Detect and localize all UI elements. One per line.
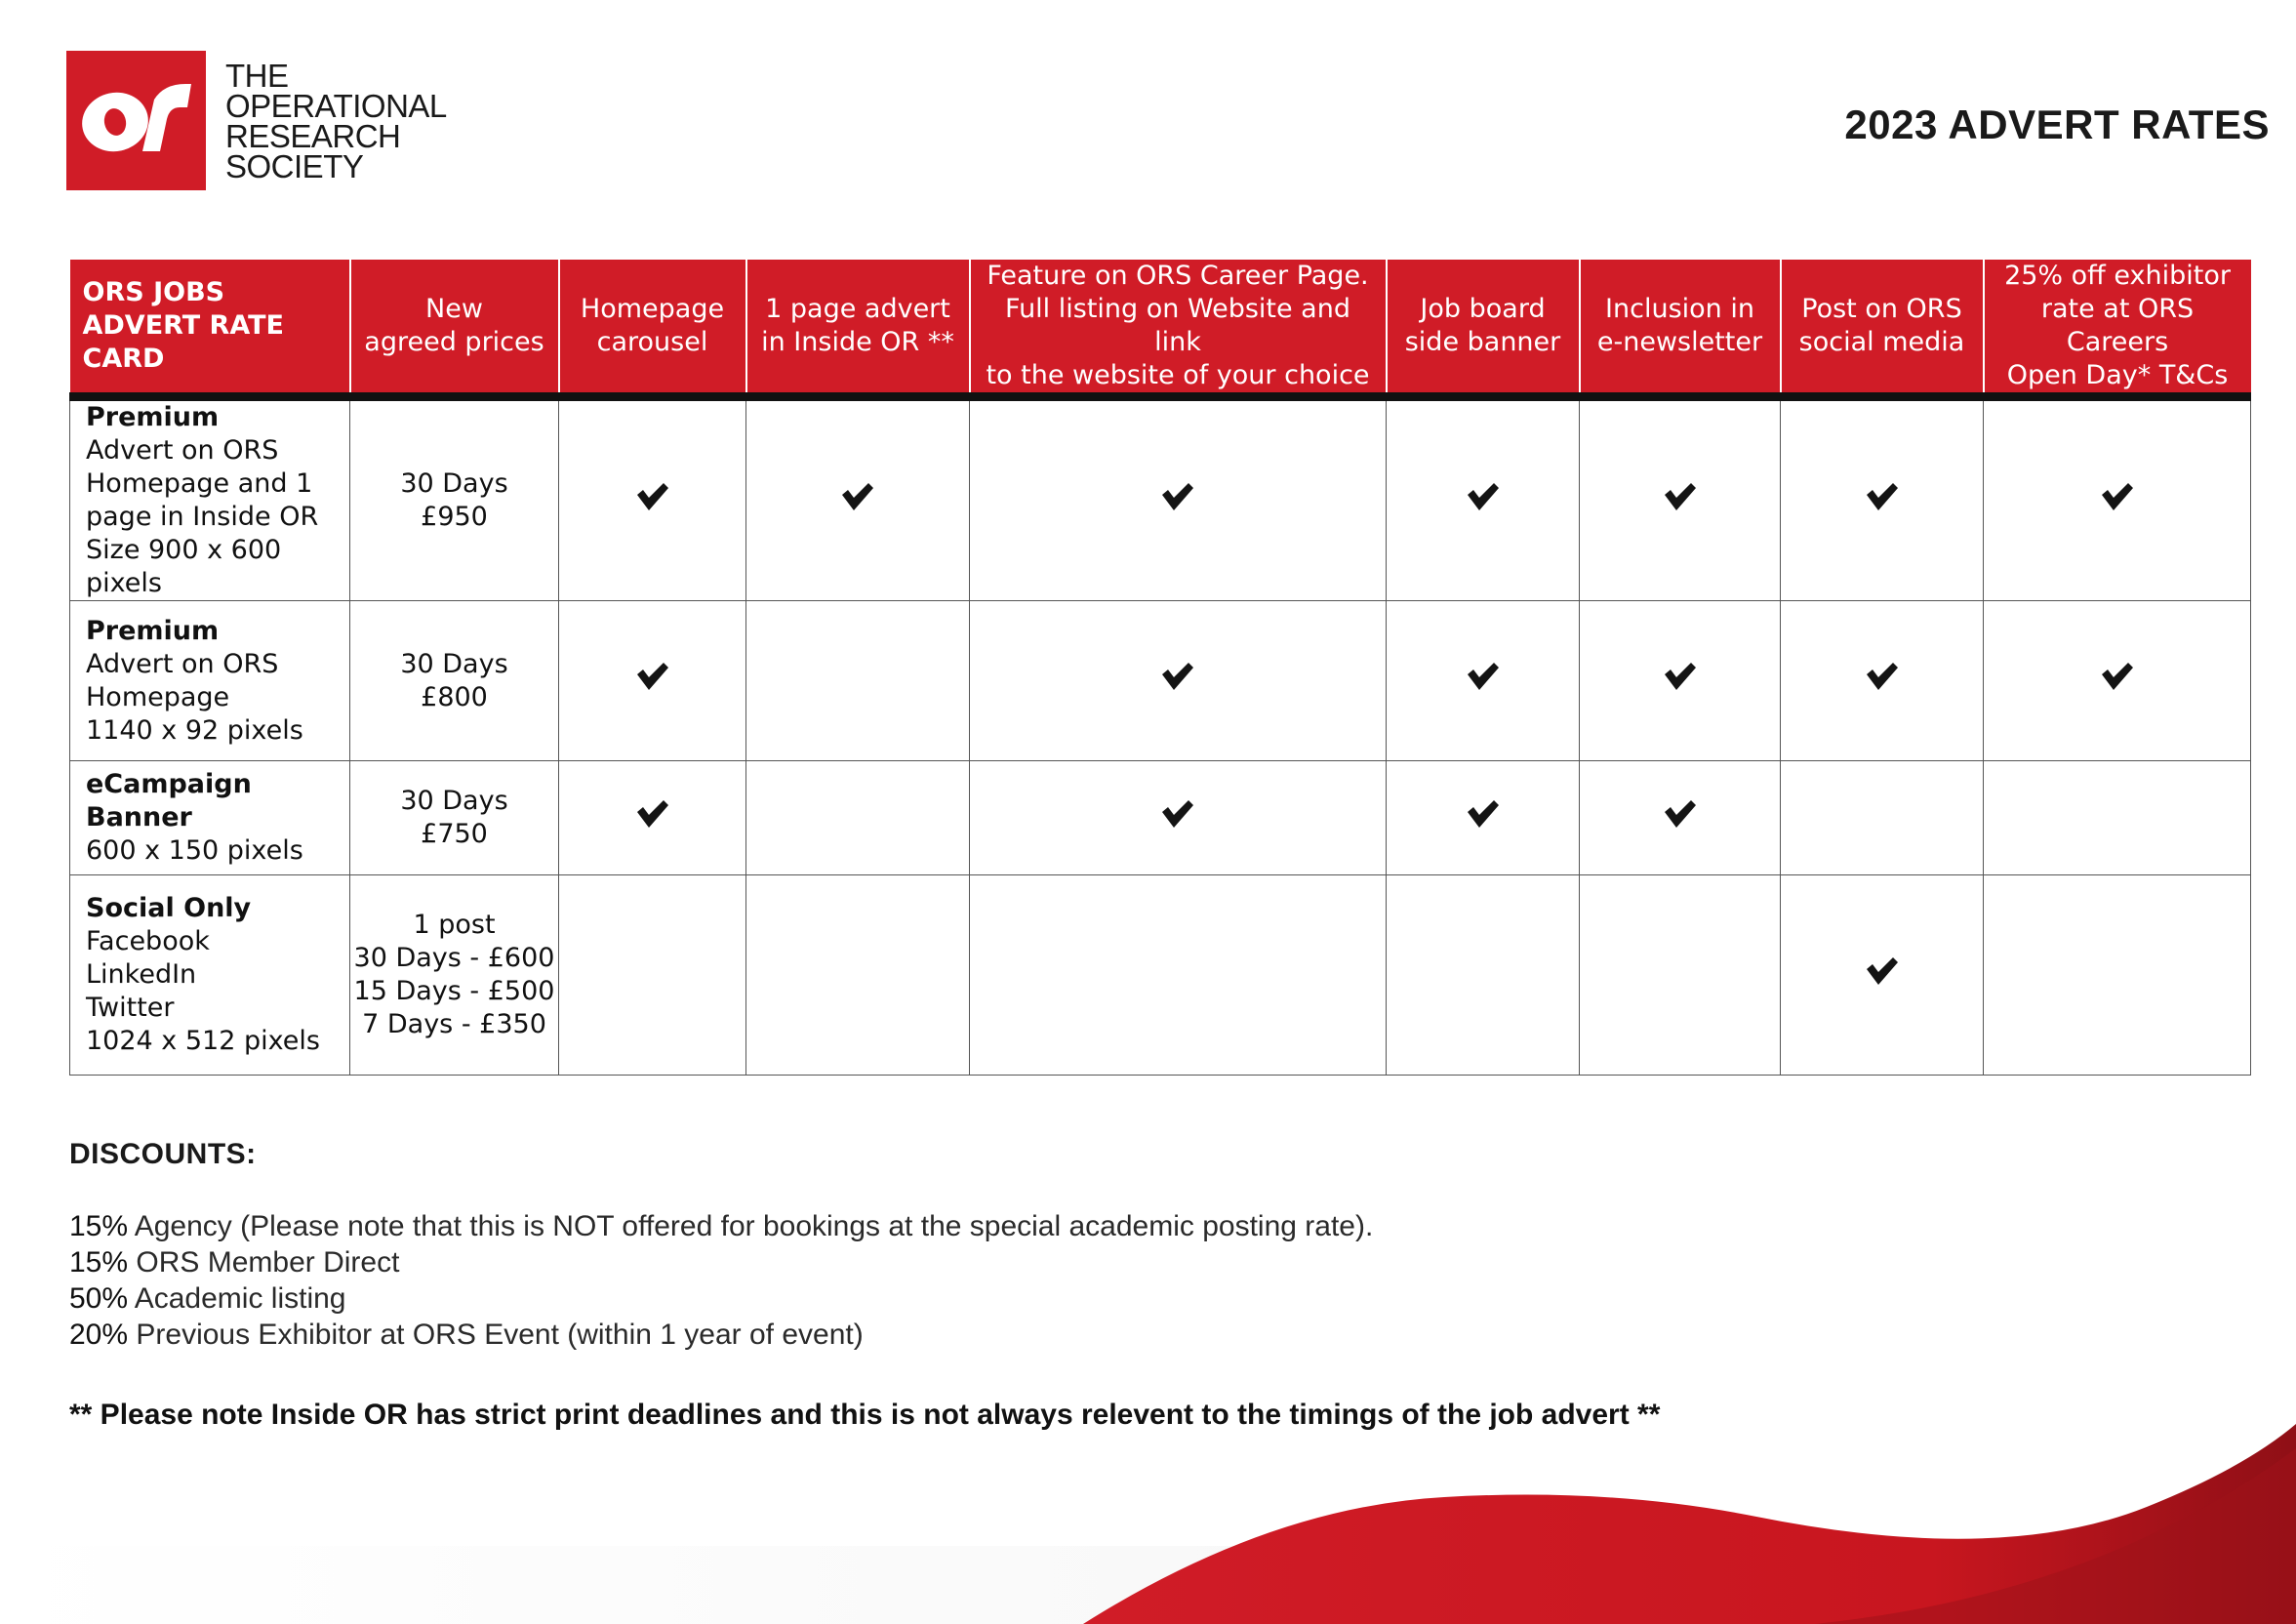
checkmark-icon	[2100, 661, 2135, 692]
feature-cell	[1580, 761, 1781, 875]
package-name: Social Only	[86, 893, 252, 923]
header-line: Open Day* T&Cs	[2006, 360, 2229, 390]
feature-cell	[1580, 875, 1781, 1076]
feature-cell	[559, 601, 746, 761]
feature-cell	[1387, 601, 1580, 761]
header-line: in Inside OR **	[761, 327, 954, 357]
discount-percent: 15%	[69, 1246, 129, 1279]
header-line: Post on ORS	[1801, 294, 1962, 324]
discount-description: Academic listing	[128, 1282, 346, 1315]
checkmark-icon	[1160, 661, 1195, 692]
checkmark-icon	[635, 481, 670, 512]
header-line: to the website of your choice	[986, 360, 1370, 390]
logo-line: SOCIETY	[225, 147, 364, 184]
header-line: agreed prices	[364, 327, 544, 357]
package-name: Premium	[86, 615, 220, 646]
header-line: Full listing on Website and link	[1005, 294, 1350, 357]
feature-cell	[970, 761, 1387, 875]
package-cell	[70, 397, 350, 601]
discount-description: Previous Exhibitor at ORS Event (within 1 year of event)	[128, 1319, 864, 1351]
package-detail: Advert on ORS	[86, 648, 279, 679]
inside-or-note: ** Please note Inside OR has strict print deadlines and this is not always relevent to the timings of the job advert **	[69, 1399, 1661, 1431]
checkmark-icon	[1466, 798, 1501, 830]
feature-cell	[1984, 601, 2251, 761]
feature-cell	[559, 875, 746, 1076]
feature-cell	[970, 397, 1387, 601]
package-detail: LinkedIn	[86, 959, 197, 990]
discounts-list	[69, 1208, 1373, 1353]
discount-item	[69, 1208, 1373, 1244]
price-cell	[350, 601, 559, 761]
feature-cell	[1580, 397, 1781, 601]
discount-item	[69, 1317, 1373, 1353]
price-line: 30 Days - £600	[353, 943, 555, 973]
header-line: Job board	[1420, 294, 1546, 324]
checkmark-icon	[1865, 481, 1900, 512]
header-line: Inclusion in	[1605, 294, 1754, 324]
header-line: side banner	[1404, 327, 1561, 357]
checkmark-icon	[1466, 661, 1501, 692]
checkmark-icon	[2100, 481, 2135, 512]
discount-percent: 50%	[69, 1282, 129, 1315]
price-line: £750	[421, 819, 488, 849]
checkmark-icon	[635, 661, 670, 692]
decorative-wave	[0, 1400, 2296, 1624]
feature-cell	[970, 875, 1387, 1076]
rate-card-table	[69, 260, 2251, 1076]
header-line: rate at ORS Careers	[2040, 294, 2195, 357]
checkmark-icon	[1160, 481, 1195, 512]
table-row	[70, 761, 2251, 875]
table-row	[70, 397, 2251, 601]
feature-cell	[746, 397, 970, 601]
table-row	[70, 601, 2251, 761]
checkmark-icon	[1865, 661, 1900, 692]
header-line: New	[425, 294, 483, 324]
price-line: 30 Days	[400, 648, 508, 679]
feature-cell	[746, 761, 970, 875]
discount-description: Agency (Please note that this is NOT offered for bookings at the special academic posting rate).	[128, 1210, 1374, 1242]
package-detail: Twitter	[86, 993, 175, 1023]
checkmark-icon	[1160, 798, 1195, 830]
price-line: 30 Days	[400, 786, 508, 816]
header-rate-card-title	[70, 260, 350, 397]
checkmark-icon	[1663, 481, 1698, 512]
discount-item	[69, 1280, 1373, 1317]
package-cell	[70, 761, 350, 875]
package-detail: Homepage	[86, 681, 230, 712]
column-header	[1387, 260, 1580, 397]
logo-line: THE	[225, 57, 289, 94]
price-line: £950	[421, 502, 488, 532]
table-body	[70, 397, 2251, 1076]
package-detail: 600 x 150 pixels	[86, 835, 303, 866]
package-detail: Size 900 x 600 pixels	[86, 535, 282, 598]
feature-cell	[746, 875, 970, 1076]
discount-item	[69, 1244, 1373, 1280]
feature-cell	[1781, 397, 1984, 601]
feature-cell	[1580, 601, 1781, 761]
package-name: eCampaign Banner	[86, 769, 252, 832]
feature-cell	[1984, 761, 2251, 875]
package-cell	[70, 601, 350, 761]
feature-cell	[1781, 601, 1984, 761]
feature-cell	[746, 601, 970, 761]
column-header	[559, 260, 746, 397]
logo-line: RESEARCH	[225, 117, 401, 154]
feature-cell	[559, 761, 746, 875]
package-detail: 1140 x 92 pixels	[86, 714, 303, 746]
or-logo-mark	[66, 51, 206, 190]
checkmark-icon	[1663, 661, 1698, 692]
column-header	[970, 260, 1387, 397]
header-line: social media	[1798, 327, 1965, 357]
checkmark-icon	[1663, 798, 1698, 830]
logo-line: OPERATIONAL	[225, 87, 447, 124]
header-line: 25% off exhibitor	[2004, 261, 2231, 291]
header-line: 1 page advert	[765, 294, 950, 324]
feature-cell	[1984, 875, 2251, 1076]
header-line: carousel	[596, 327, 708, 357]
price-line: 1 post	[413, 910, 496, 940]
package-detail: Homepage and 1	[86, 468, 313, 499]
feature-cell	[970, 601, 1387, 761]
discounts-heading: DISCOUNTS:	[69, 1138, 257, 1170]
page-title: 2023 ADVERT RATES	[1844, 102, 2270, 147]
header-line: Homepage	[580, 294, 725, 324]
column-header	[350, 260, 559, 397]
logo-wordmark	[225, 57, 447, 184]
price-line: 15 Days - £500	[353, 976, 555, 1006]
feature-cell	[1387, 875, 1580, 1076]
discount-percent: 20%	[69, 1319, 129, 1351]
table-header-row	[70, 260, 2251, 397]
column-header	[1781, 260, 1984, 397]
checkmark-icon	[635, 798, 670, 830]
feature-cell	[1984, 397, 2251, 601]
column-header	[1984, 260, 2251, 397]
price-cell	[350, 875, 559, 1076]
ors-logo	[66, 51, 447, 190]
feature-cell	[1781, 875, 1984, 1076]
package-name: Premium	[86, 402, 220, 432]
header-line: ADVERT RATE CARD	[82, 310, 284, 374]
price-line: 30 Days	[400, 468, 508, 499]
checkmark-icon	[1865, 955, 1900, 987]
feature-cell	[1387, 761, 1580, 875]
package-detail: page in Inside OR	[86, 502, 319, 532]
price-line: 7 Days - £350	[362, 1009, 546, 1039]
feature-cell	[1387, 397, 1580, 601]
discount-percent: 15%	[69, 1210, 129, 1242]
package-detail: Advert on ORS	[86, 435, 279, 466]
header-line: Feature on ORS Career Page.	[987, 261, 1369, 291]
feature-cell	[559, 397, 746, 601]
package-cell	[70, 875, 350, 1076]
header-line: ORS JOBS	[82, 277, 225, 307]
checkmark-icon	[840, 481, 875, 512]
column-header	[746, 260, 970, 397]
package-detail: Facebook	[86, 926, 210, 956]
checkmark-icon	[1466, 481, 1501, 512]
package-detail: 1024 x 512 pixels	[86, 1026, 320, 1056]
price-cell	[350, 761, 559, 875]
table-row	[70, 875, 2251, 1076]
column-header	[1580, 260, 1781, 397]
price-cell	[350, 397, 559, 601]
price-line: £800	[421, 681, 488, 712]
discount-description: ORS Member Direct	[128, 1246, 400, 1279]
feature-cell	[1781, 761, 1984, 875]
header-line: e-newsletter	[1596, 327, 1763, 357]
